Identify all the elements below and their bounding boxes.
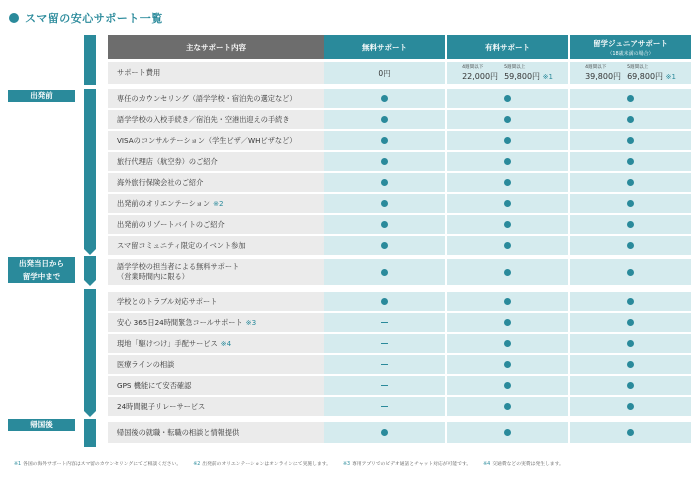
row-cell <box>447 422 568 443</box>
fee-junior-cell: 4週間以下 39,800円 5週間以上 69,800円 ※1 <box>570 62 691 84</box>
row-cell <box>570 422 691 443</box>
timeline-bar-top <box>84 35 96 85</box>
included-dot-icon <box>504 116 511 123</box>
included-dot-icon <box>381 137 388 144</box>
included-dot-icon <box>504 158 511 165</box>
row-cell <box>324 422 445 443</box>
included-dot-icon <box>627 179 634 186</box>
row-label: 医療ラインの相談 <box>108 355 324 374</box>
not-included-dash-icon <box>381 343 388 344</box>
included-dot-icon <box>627 403 634 410</box>
included-dot-icon <box>504 95 511 102</box>
not-included-dash-icon <box>381 322 388 323</box>
fee-free-cell: 0円 <box>324 62 445 84</box>
included-dot-icon <box>381 95 388 102</box>
included-dot-icon <box>627 158 634 165</box>
included-dot-icon <box>381 242 388 249</box>
header-plan-paid: 有料サポート <box>447 35 568 59</box>
included-dot-icon <box>627 116 634 123</box>
included-dot-icon <box>381 269 388 276</box>
row-cell <box>324 215 445 234</box>
row-cell <box>570 236 691 255</box>
included-dot-icon <box>627 95 634 102</box>
row-cell <box>447 152 568 171</box>
included-dot-icon <box>504 269 511 276</box>
phase-during-study: 出発当日から 留学中まで <box>8 257 75 283</box>
header-plan-junior: 留学ジュニアサポート （18歳未満の場合） <box>570 35 691 59</box>
page-title: スマ留の安心サポート一覧 <box>9 10 163 26</box>
row-cell <box>447 89 568 108</box>
included-dot-icon <box>504 429 511 436</box>
header-service: 主なサポート内容 <box>108 35 324 59</box>
row-cell <box>324 152 445 171</box>
row-cell <box>324 194 445 213</box>
row-cell <box>324 89 445 108</box>
row-label: 学校とのトラブル対応サポート <box>108 292 324 311</box>
row-cell <box>447 194 568 213</box>
footnotes <box>14 460 564 467</box>
fee-row-label: サポート費用 <box>108 62 324 84</box>
row-cell <box>570 376 691 395</box>
row-cell <box>570 355 691 374</box>
row-cell <box>447 397 568 416</box>
row-cell <box>570 110 691 129</box>
included-dot-icon <box>627 242 634 249</box>
row-cell <box>447 131 568 150</box>
row-cell <box>324 259 445 285</box>
included-dot-icon <box>627 221 634 228</box>
included-dot-icon <box>504 298 511 305</box>
row-cell <box>570 334 691 353</box>
included-dot-icon <box>381 158 388 165</box>
included-dot-icon <box>627 429 634 436</box>
row-label: 安心 365日24時間緊急コールサポート ※3 <box>108 313 324 332</box>
included-dot-icon <box>504 179 511 186</box>
included-dot-icon <box>381 116 388 123</box>
row-label: 帰国後の就職・転職の相談と情報提供 <box>108 422 324 443</box>
row-cell <box>447 376 568 395</box>
phase-after-return: 帰国後 <box>8 419 75 431</box>
phase-before-departure: 出発前 <box>8 90 75 102</box>
included-dot-icon <box>504 382 511 389</box>
included-dot-icon <box>504 200 511 207</box>
row-cell <box>447 355 568 374</box>
footnote: ※3 専用アプリでのビデオ通話とチャット対応が可能です。 <box>342 462 472 467</box>
not-included-dash-icon <box>381 364 388 365</box>
row-cell <box>447 173 568 192</box>
row-cell <box>324 292 445 311</box>
included-dot-icon <box>627 200 634 207</box>
header-plan-free: 無料サポート <box>324 35 445 59</box>
row-cell <box>324 236 445 255</box>
row-cell <box>324 355 445 374</box>
footnote: ※4 交通費などの実費は発生します。 <box>483 462 564 467</box>
row-cell <box>324 376 445 395</box>
included-dot-icon <box>627 269 634 276</box>
row-cell <box>447 259 568 285</box>
footnote: ※2 出発前のオリエンテーションはオンラインにて実施します。 <box>193 462 331 467</box>
included-dot-icon <box>504 221 511 228</box>
included-dot-icon <box>504 242 511 249</box>
row-cell <box>324 397 445 416</box>
row-cell <box>447 313 568 332</box>
row-cell <box>570 215 691 234</box>
row-label: 現地「駆けつけ」手配サービス ※4 <box>108 334 324 353</box>
row-label: 語学学校の担当者による無料サポート （営業時間内に限る） <box>108 259 324 285</box>
included-dot-icon <box>627 319 634 326</box>
included-dot-icon <box>381 200 388 207</box>
included-dot-icon <box>627 382 634 389</box>
row-label: 海外旅行保険会社のご紹介 <box>108 173 324 192</box>
row-label: 出発前のリゾートバイトのご紹介 <box>108 215 324 234</box>
row-label: VISAのコンサルテーション（学生ビザ／WHビザなど） <box>108 131 324 150</box>
row-cell <box>447 292 568 311</box>
included-dot-icon <box>381 429 388 436</box>
footnote: ※1 各国の海外サポート内容はスマ留のカウンセリングにてご相談ください。 <box>14 462 182 467</box>
included-dot-icon <box>627 361 634 368</box>
row-label: スマ留コミュニティ限定のイベント参加 <box>108 236 324 255</box>
row-cell <box>324 131 445 150</box>
row-label: GPS 機能にて安否確認 <box>108 376 324 395</box>
fee-paid-cell: 4週間以下 22,000円 5週間以上 59,800円 ※1 <box>447 62 568 84</box>
row-label: 語学学校の入校手続き／宿泊先・空港出迎えの手続き <box>108 110 324 129</box>
timeline-arrow-during <box>84 289 96 411</box>
included-dot-icon <box>504 319 511 326</box>
row-label: 出発前のオリエンテーション ※2 <box>108 194 324 213</box>
title-bullet-icon <box>9 13 19 23</box>
row-cell <box>570 89 691 108</box>
row-cell <box>324 334 445 353</box>
not-included-dash-icon <box>381 385 388 386</box>
included-dot-icon <box>381 221 388 228</box>
timeline-arrow-before <box>84 89 96 249</box>
row-cell <box>447 334 568 353</box>
timeline-bar-after <box>84 419 96 447</box>
row-cell <box>570 173 691 192</box>
row-cell <box>570 131 691 150</box>
included-dot-icon <box>381 298 388 305</box>
row-label: 旅行代理店（航空券）のご紹介 <box>108 152 324 171</box>
row-cell <box>447 236 568 255</box>
row-cell <box>447 110 568 129</box>
not-included-dash-icon <box>381 406 388 407</box>
included-dot-icon <box>381 179 388 186</box>
included-dot-icon <box>504 340 511 347</box>
row-cell <box>570 152 691 171</box>
row-cell <box>324 313 445 332</box>
row-cell <box>447 215 568 234</box>
row-cell <box>570 292 691 311</box>
included-dot-icon <box>627 340 634 347</box>
row-cell <box>324 110 445 129</box>
row-label: 専任のカウンセリング（語学学校・宿泊先の選定など） <box>108 89 324 108</box>
included-dot-icon <box>504 403 511 410</box>
row-cell <box>324 173 445 192</box>
included-dot-icon <box>504 361 511 368</box>
row-cell <box>570 313 691 332</box>
row-cell <box>570 194 691 213</box>
included-dot-icon <box>627 137 634 144</box>
included-dot-icon <box>627 298 634 305</box>
row-cell <box>570 259 691 285</box>
row-cell <box>570 397 691 416</box>
timeline-arrow-departure <box>84 256 96 280</box>
row-label: 24時間親子リレーサービス <box>108 397 324 416</box>
included-dot-icon <box>504 137 511 144</box>
